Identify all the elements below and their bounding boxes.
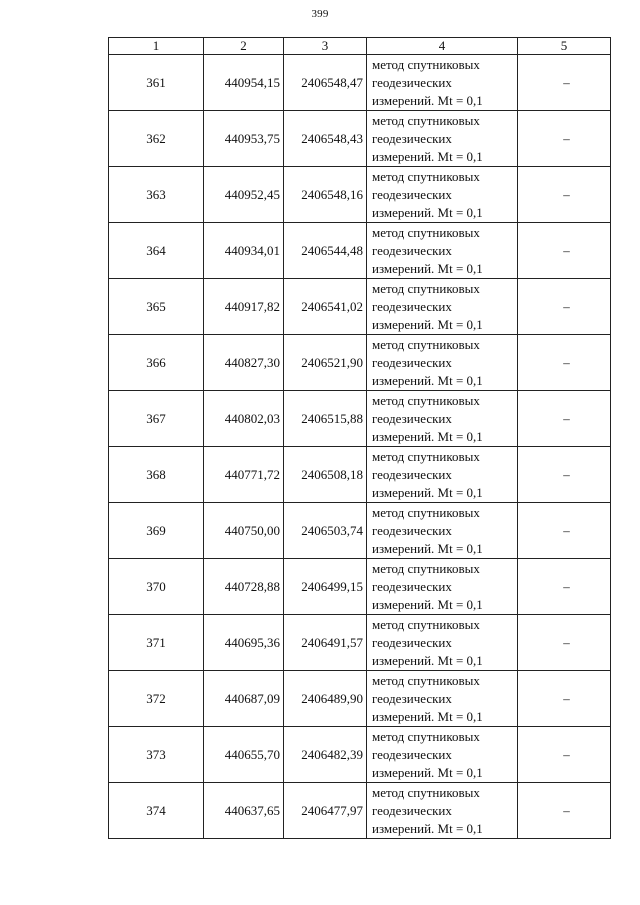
method-line-2: геодезических [372,411,452,426]
method-line-1: метод спутниковых [372,113,480,128]
method-cell [367,391,518,447]
method-cell [367,783,518,839]
method-line-2: геодезических [372,579,452,594]
point-number-cell: 370 [109,559,204,615]
column-5-cell: – [518,783,611,839]
header-col-4: 4 [367,38,518,55]
method-line-2: геодезических [372,747,452,762]
x-coordinate-cell: 440687,09 [204,671,284,727]
y-coordinate-cell: 2406544,48 [284,223,367,279]
coordinates-table [108,37,611,839]
method-line-3: измерений. Mt = 0,1 [372,821,483,836]
point-number-cell: 373 [109,727,204,783]
point-number-cell: 371 [109,615,204,671]
method-line-3: измерений. Mt = 0,1 [372,597,483,612]
point-number-cell: 365 [109,279,204,335]
y-coordinate-cell: 2406489,90 [284,671,367,727]
x-coordinate-cell: 440802,03 [204,391,284,447]
method-cell [367,279,518,335]
point-number-cell: 363 [109,167,204,223]
column-5-cell: – [518,671,611,727]
method-line-2: геодезических [372,355,452,370]
header-row [109,38,611,55]
table-row [109,279,611,335]
method-cell [367,335,518,391]
method-line-3: измерений. Mt = 0,1 [372,429,483,444]
table-row [109,167,611,223]
table-row [109,503,611,559]
method-line-1: метод спутниковых [372,617,480,632]
column-5-cell: – [518,615,611,671]
table-row [109,783,611,839]
x-coordinate-cell: 440917,82 [204,279,284,335]
method-cell [367,559,518,615]
x-coordinate-cell: 440750,00 [204,503,284,559]
method-line-1: метод спутниковых [372,449,480,464]
method-line-2: геодезических [372,243,452,258]
table-header [109,38,611,55]
point-number-cell: 362 [109,111,204,167]
method-line-3: измерений. Mt = 0,1 [372,485,483,500]
x-coordinate-cell: 440952,45 [204,167,284,223]
x-coordinate-cell: 440954,15 [204,55,284,111]
method-line-3: измерений. Mt = 0,1 [372,709,483,724]
point-number-cell: 361 [109,55,204,111]
method-cell [367,223,518,279]
method-cell [367,503,518,559]
column-5-cell: – [518,391,611,447]
x-coordinate-cell: 440695,36 [204,615,284,671]
y-coordinate-cell: 2406491,57 [284,615,367,671]
column-5-cell: – [518,167,611,223]
method-line-3: измерений. Mt = 0,1 [372,261,483,276]
column-5-cell: – [518,447,611,503]
method-line-2: геодезических [372,75,452,90]
header-col-3: 3 [284,38,367,55]
y-coordinate-cell: 2406548,16 [284,167,367,223]
y-coordinate-cell: 2406548,47 [284,55,367,111]
page-number: 399 [311,8,329,20]
method-line-2: геодезических [372,187,452,202]
column-5-cell: – [518,55,611,111]
method-line-3: измерений. Mt = 0,1 [372,373,483,388]
table-row [109,55,611,111]
column-5-cell: – [518,279,611,335]
method-line-1: метод спутниковых [372,57,480,72]
table-row [109,671,611,727]
method-line-3: измерений. Mt = 0,1 [372,653,483,668]
table-row [109,335,611,391]
method-line-3: измерений. Mt = 0,1 [372,317,483,332]
table-row [109,559,611,615]
column-5-cell: – [518,559,611,615]
method-line-1: метод спутниковых [372,225,480,240]
method-line-2: геодезических [372,467,452,482]
table-row [109,447,611,503]
x-coordinate-cell: 440827,30 [204,335,284,391]
y-coordinate-cell: 2406521,90 [284,335,367,391]
method-cell [367,615,518,671]
table-row [109,111,611,167]
point-number-cell: 368 [109,447,204,503]
method-line-3: измерений. Mt = 0,1 [372,93,483,108]
method-line-1: метод спутниковых [372,337,480,352]
point-number-cell: 372 [109,671,204,727]
method-cell [367,55,518,111]
point-number-cell: 366 [109,335,204,391]
point-number-cell: 364 [109,223,204,279]
method-line-1: метод спутниковых [372,169,480,184]
table-body [109,55,611,839]
method-line-2: геодезических [372,131,452,146]
x-coordinate-cell: 440655,70 [204,727,284,783]
method-line-2: геодезических [372,803,452,818]
method-line-1: метод спутниковых [372,281,480,296]
method-cell [367,111,518,167]
method-line-1: метод спутниковых [372,785,480,800]
y-coordinate-cell: 2406477,97 [284,783,367,839]
header-col-1: 1 [109,38,204,55]
column-5-cell: – [518,335,611,391]
y-coordinate-cell: 2406499,15 [284,559,367,615]
method-line-3: измерений. Mt = 0,1 [372,149,483,164]
column-5-cell: – [518,503,611,559]
method-line-2: геодезических [372,523,452,538]
x-coordinate-cell: 440637,65 [204,783,284,839]
method-line-1: метод спутниковых [372,561,480,576]
y-coordinate-cell: 2406482,39 [284,727,367,783]
method-line-1: метод спутниковых [372,393,480,408]
method-cell [367,727,518,783]
y-coordinate-cell: 2406503,74 [284,503,367,559]
method-line-3: измерений. Mt = 0,1 [372,205,483,220]
x-coordinate-cell: 440953,75 [204,111,284,167]
method-cell [367,671,518,727]
table-row [109,223,611,279]
point-number-cell: 369 [109,503,204,559]
method-line-2: геодезических [372,635,452,650]
method-line-1: метод спутниковых [372,673,480,688]
method-line-3: измерений. Mt = 0,1 [372,541,483,556]
column-5-cell: – [518,223,611,279]
y-coordinate-cell: 2406541,02 [284,279,367,335]
method-cell [367,447,518,503]
method-line-2: геодезических [372,299,452,314]
column-5-cell: – [518,111,611,167]
header-col-5: 5 [518,38,611,55]
x-coordinate-cell: 440771,72 [204,447,284,503]
y-coordinate-cell: 2406548,43 [284,111,367,167]
column-5-cell: – [518,727,611,783]
point-number-cell: 374 [109,783,204,839]
table-row [109,727,611,783]
table-row [109,391,611,447]
method-line-2: геодезических [372,691,452,706]
y-coordinate-cell: 2406515,88 [284,391,367,447]
table-row [109,615,611,671]
header-col-2: 2 [204,38,284,55]
method-line-3: измерений. Mt = 0,1 [372,765,483,780]
point-number-cell: 367 [109,391,204,447]
method-line-1: метод спутниковых [372,729,480,744]
method-line-1: метод спутниковых [372,505,480,520]
x-coordinate-cell: 440728,88 [204,559,284,615]
x-coordinate-cell: 440934,01 [204,223,284,279]
y-coordinate-cell: 2406508,18 [284,447,367,503]
method-cell [367,167,518,223]
